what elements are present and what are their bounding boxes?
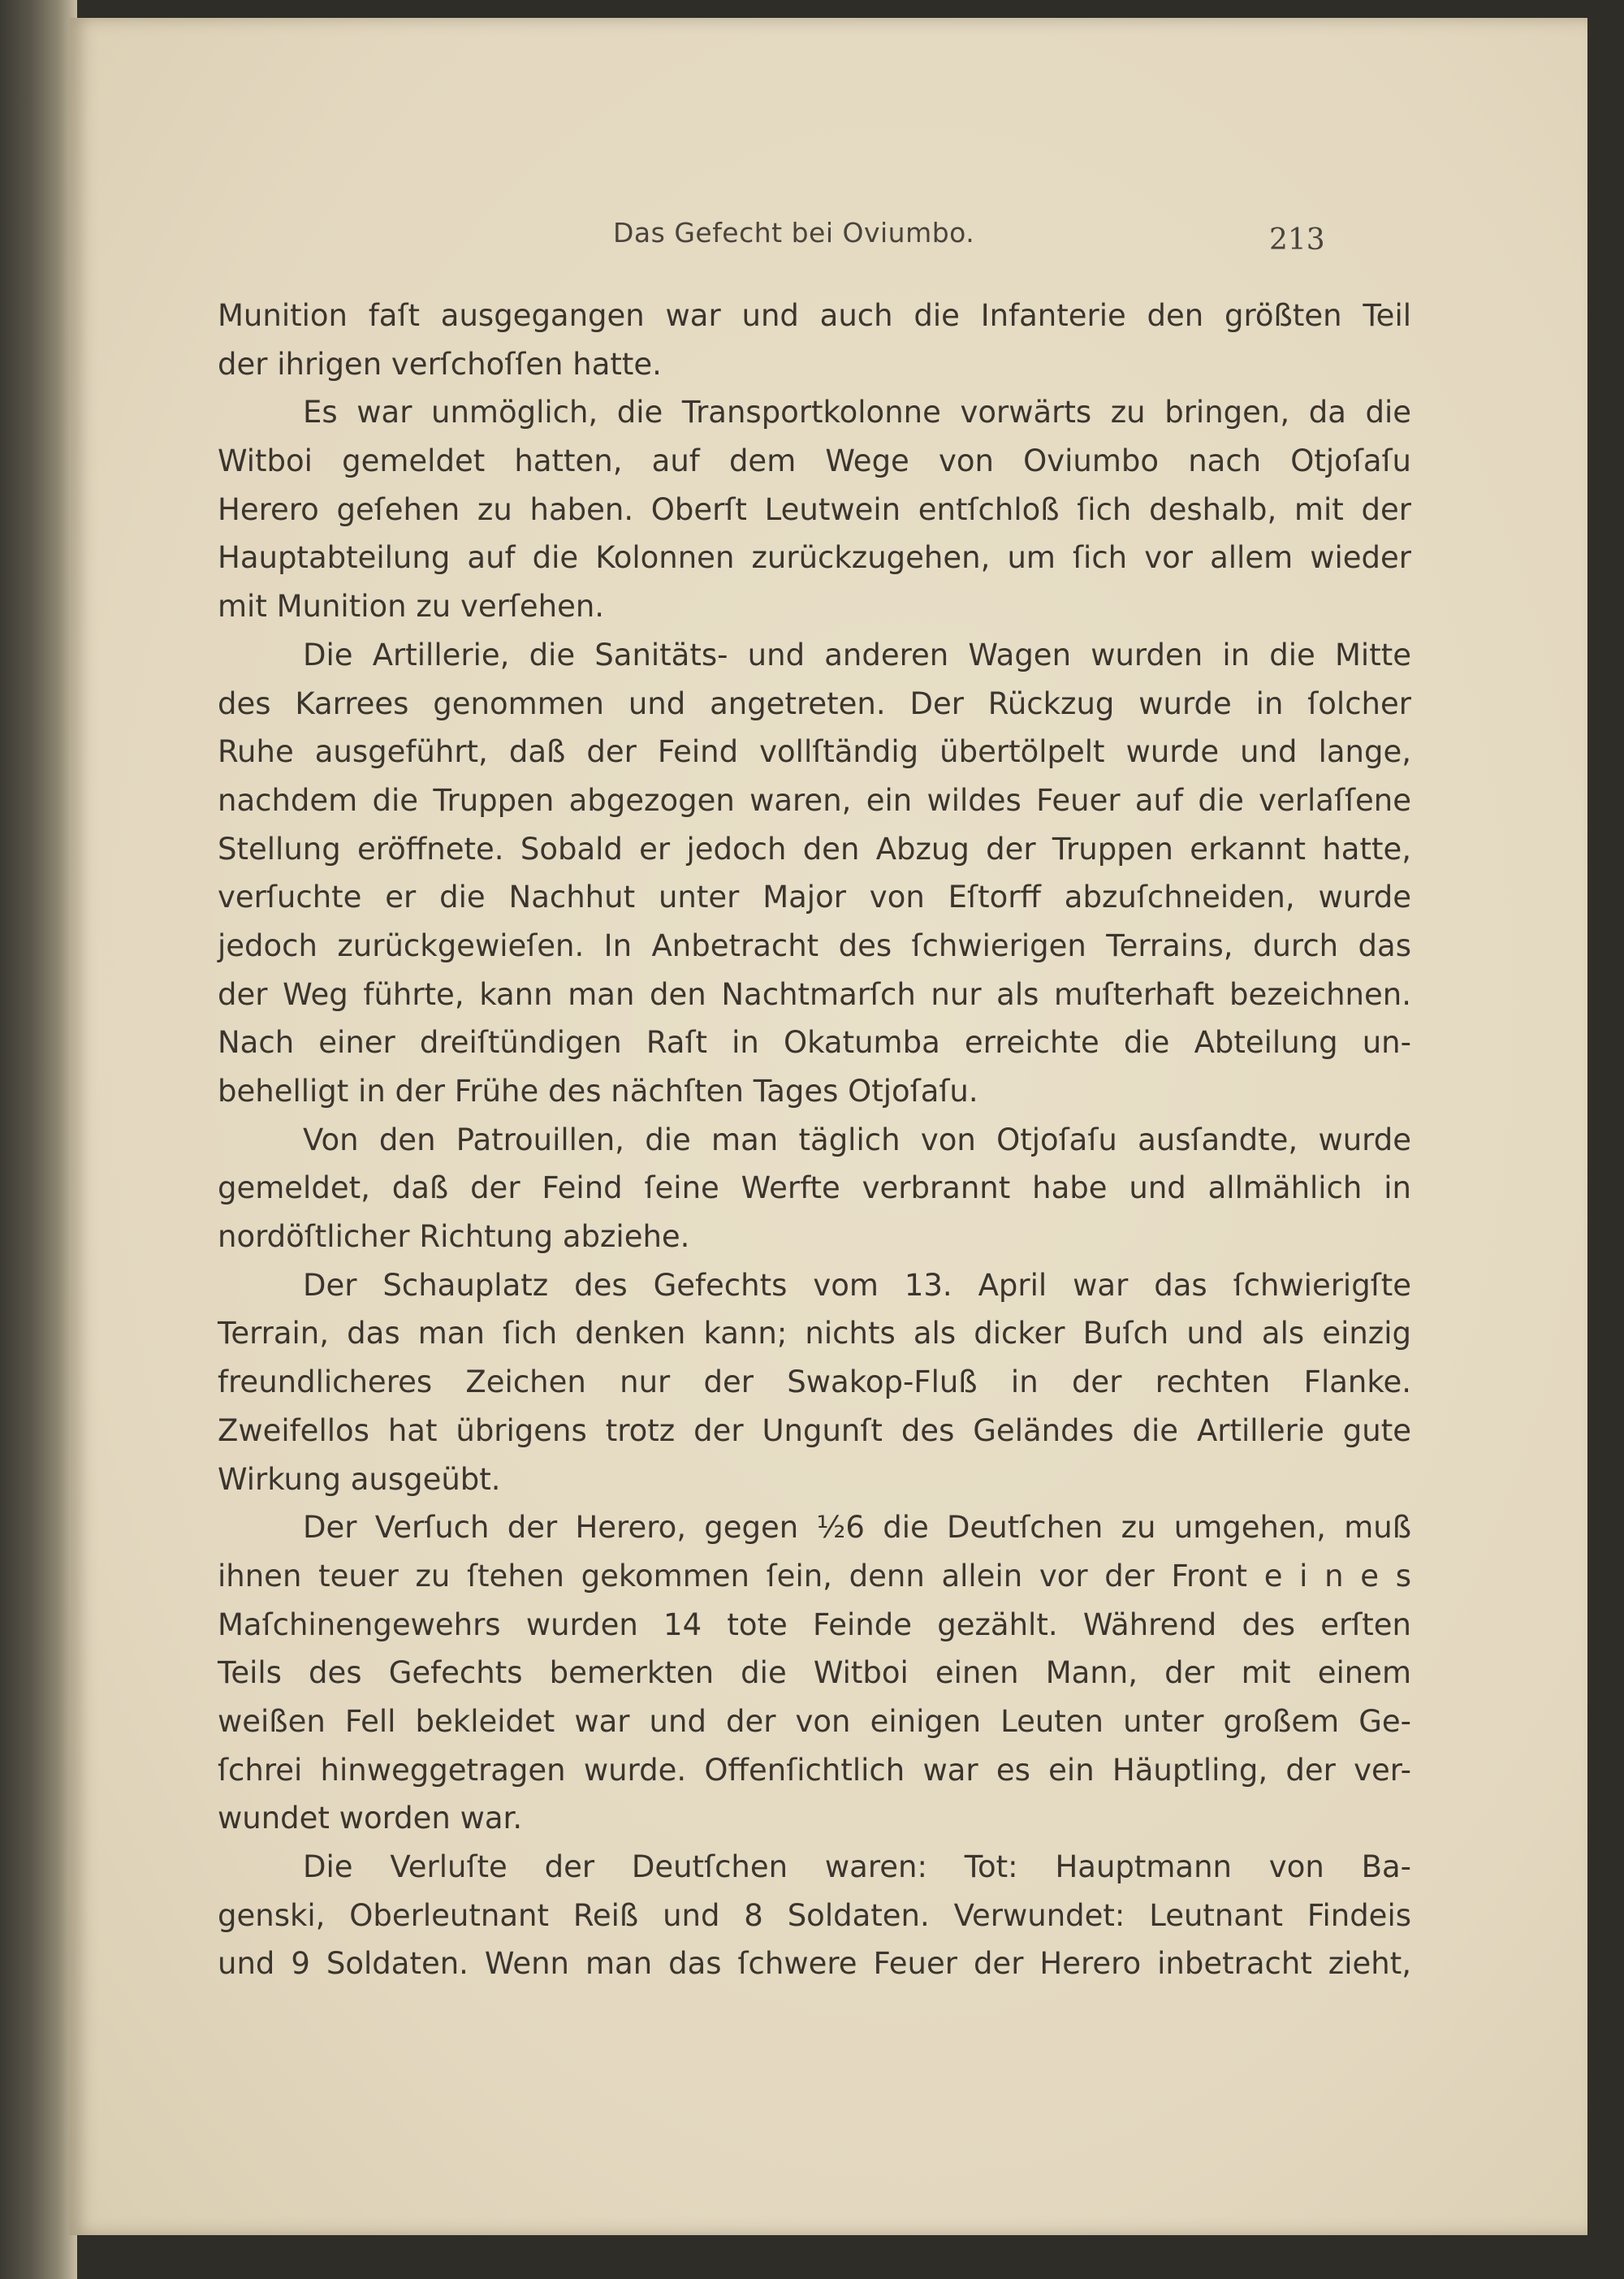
book-binding-edge <box>0 0 77 2279</box>
paragraph <box>218 631 1411 1116</box>
paragraph <box>218 388 1411 630</box>
text-line: nordöſtlicher Richtung abziehe. <box>218 1219 690 1255</box>
text-line: der ihrigen verſchoſſen hatte. <box>218 346 662 382</box>
text-line: Zweifellos hat übrigens trotz der Ungunſt des Geländes die Artillerie gute <box>218 1412 1411 1448</box>
text-line: behelligt in der Frühe des nächſten Tages Otjoſaſu. <box>218 1074 978 1109</box>
text-line: Die Artillerie, die Sanitäts- und anderen Wagen wurden in die Mitte <box>303 637 1411 672</box>
paragraph <box>218 1116 1411 1261</box>
text-line: der Weg führte, kann man den Nachtmarſch nur als muſterhaft bezeichnen. <box>218 976 1411 1012</box>
paragraph <box>218 292 1411 388</box>
text-line: Herero geſehen zu haben. Oberſt Leutwein entſchloß ſich deshalb, mit der <box>218 491 1411 527</box>
text-line: Der Schauplatz des Gefechts vom 13. April war das ſchwierigſte <box>303 1267 1411 1303</box>
paragraph <box>218 1261 1411 1503</box>
text-line: Die Verluſte der Deutſchen waren: Tot: Hauptmann von Ba- <box>303 1849 1411 1884</box>
running-title: Das Gefecht bei Oviumbo. <box>613 217 975 249</box>
text-line: Witboi gemeldet hatten, auf dem Wege von Oviumbo nach Otjoſaſu <box>218 443 1411 479</box>
text-line: Terrain, das man ſich denken kann; nichts als dicker Buſch und als einzig <box>218 1316 1411 1351</box>
text-line: Munition faſt ausgegangen war und auch die Infanterie den größten Teil <box>218 298 1411 333</box>
text-line: gemeldet, daß der Feind ſeine Werfte verbrannt habe und allmählich in <box>218 1170 1411 1206</box>
text-line: Maſchinengewehrs wurden 14 tote Feinde gezählt. Während des erſten <box>218 1607 1411 1642</box>
text-line: ſchrei hinweggetragen wurde. Offenſichtlich war es ein Häuptling, der ver- <box>218 1752 1411 1788</box>
text-line: jedoch zurückgewieſen. In Anbetracht des ſchwierigen Terrains, durch das <box>218 928 1411 963</box>
body-text <box>218 292 1411 1988</box>
text-line: verſuchte er die Nachhut unter Major von Eſtorff abzuſchneiden, wurde <box>218 880 1411 915</box>
text-line: Der Verſuch der Herero, gegen ½6 die Deutſchen zu umgehen, muß <box>303 1510 1411 1546</box>
text-line: ihnen teuer zu ſtehen gekommen ſein, denn allein vor der Front e i n e s <box>218 1558 1411 1594</box>
text-line: weißen Fell bekleidet war und der von einigen Leuten unter großem Ge- <box>218 1703 1411 1739</box>
text-line: Stellung eröffnete. Sobald er jedoch den Abzug der Truppen erkannt hatte, <box>218 831 1411 867</box>
text-line: und 9 Soldaten. Wenn man das ſchwere Feuer der Herero inbetracht zieht, <box>218 1946 1411 1982</box>
text-line: genski, Oberleutnant Reiß und 8 Soldaten. Verwundet: Leutnant Findeis <box>218 1897 1411 1933</box>
text-line: freundlicheres Zeichen nur der Swakop-Fluß in der rechten Flanke. <box>218 1364 1411 1400</box>
text-line: nachdem die Truppen abgezogen waren, ein wildes Feuer auf die verlaſſene <box>218 782 1411 818</box>
text-line: mit Munition zu verſehen. <box>218 589 605 625</box>
paragraph <box>218 1503 1411 1843</box>
page-number: 213 <box>1269 223 1325 257</box>
text-line: Hauptabteilung auf die Kolonnen zurückzugehen, um ſich vor allem wieder <box>218 540 1411 576</box>
text-line: Es war unmöglich, die Transportkolonne vorwärts zu bringen, da die <box>303 395 1411 430</box>
page-header <box>69 217 1587 257</box>
text-line: Teils des Gefechts bemerkten die Witboi einen Mann, der mit einem <box>218 1655 1411 1691</box>
text-line: Von den Patrouillen, die man täglich von Otjoſaſu ausſandte, wurde <box>303 1122 1411 1157</box>
text-line: des Karrees genommen und angetreten. Der Rückzug wurde in ſolcher <box>218 685 1411 721</box>
text-line: Ruhe ausgeführt, daß der Feind vollſtändig übertölpelt wurde und lange, <box>218 734 1411 770</box>
book-page <box>69 18 1587 2235</box>
text-line: wundet worden war. <box>218 1801 523 1836</box>
text-line: Wirkung ausgeübt. <box>218 1461 501 1497</box>
paragraph <box>218 1843 1411 1988</box>
text-line: Nach einer dreiſtündigen Raſt in Okatumba erreichte die Abteilung un- <box>218 1025 1411 1061</box>
